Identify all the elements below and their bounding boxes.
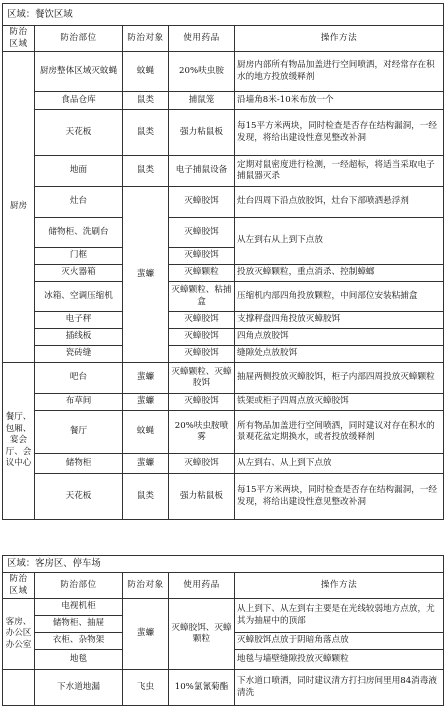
target-cell: 蚊蝇 [123,411,169,454]
part-cell: 天花板 [35,474,123,520]
method-cell: 灶台四周下沿点放胶饵，灶台下部喷洒悬浮剂 [235,187,444,218]
drug-cell: 灭蟑颗粒、灭蟑胶饵 [169,363,235,394]
target-cell: 蜚蠊 [123,187,169,363]
method-cell: 压缩机内部四角投放颗粒，中间部位安装粘捕盒 [235,282,444,312]
method-cell: 支撑秤盘四角投放灭蟑胶饵 [235,312,444,329]
drug-cell: 灭蟑颗粒 [169,265,235,282]
drug-cell: 灭蟑胶饵 [169,218,235,248]
method-cell: 投放灭蟑颗粒，重点消杀、控制蟑螂 [235,265,444,282]
drug-cell: 灭蟑胶饵 [169,346,235,363]
part-cell: 地面 [35,156,123,187]
zone-blank [3,670,35,706]
method-cell: 沿墙角8米-10米布放一个 [235,92,444,110]
method-cell: 从左到右从上到下点放 [235,218,444,265]
method-cell: 四角点放胶饵 [235,329,444,346]
header-area: 防治区域 [3,26,35,52]
header-drug: 使用药品 [169,573,235,599]
zone-dining: 餐厅、包厢、宴会厅、会议中心 [3,363,35,520]
target-cell: 蚊蝇 [123,52,169,92]
target-cell: 鼠类 [123,474,169,520]
zone-kitchen: 厨房 [3,52,35,363]
section-title: 区域：客房区、停车场 [3,556,444,573]
drug-cell: 电子捕鼠设备 [169,156,235,187]
part-cell: 储物柜 [35,454,123,474]
method-cell: 所有物品加盖进行空间喷洒，同时建议对存在积水的景观花盆定期换水，或者投放缓释剂 [235,411,444,454]
target-cell: 蜚蠊 [123,599,169,670]
drug-cell: 灭蟑胶饵 [169,187,235,218]
drug-cell: 强力粘鼠板 [169,110,235,156]
part-cell: 厨房整体区域灭蚊蝇 [35,52,123,92]
target-cell: 鼠类 [123,156,169,187]
part-cell: 电子秤 [35,312,123,329]
drug-cell: 灭蟑胶饵 [169,312,235,329]
method-cell: 缝隙处点放胶饵 [235,346,444,363]
part-cell: 天花板 [35,110,123,156]
target-cell: 鼠类 [123,110,169,156]
drug-cell: 10%氯氰菊酯 [169,670,235,706]
part-cell: 下水道地漏 [35,670,123,706]
target-cell: 飞虫 [123,670,169,706]
drug-cell: 灭蟑胶饵 [169,394,235,411]
method-cell: 定期对鼠密度进行检测，一经超标，将适当采取电子捕鼠器灭杀 [235,156,444,187]
section-title: 区域：餐饮区域 [3,4,444,26]
method-cell: 每15平方米两块，同时检查是否存在结构漏洞，一经发现，将给出建设性意见整改补洞 [235,110,444,156]
method-cell: 下水道口喷洒，同时建议清方打扫房间里用84消毒液清洗 [235,670,444,706]
drug-cell: 20%呋虫胺 [169,52,235,92]
part-cell: 插线板 [35,329,123,346]
header-drug: 使用药品 [169,26,235,52]
header-method: 操作方法 [235,573,444,599]
header-method: 操作方法 [235,26,444,52]
target-cell: 蜚蠊 [123,454,169,474]
header-part: 防治部位 [35,26,123,52]
section-table-dining [2,3,444,520]
section-table-rooms [2,555,444,706]
method-cell: 每15平方米两块，同时检查是否存在结构漏洞，一经发现，将给出建设性意见整改补洞 [235,474,444,520]
part-cell: 灭火器箱 [35,265,123,282]
target-cell: 蜚蠊 [123,363,169,394]
part-cell: 储物柜、洗刷台 [35,218,123,248]
part-cell: 地毯 [35,650,123,670]
drug-cell: 强力粘鼠板 [169,474,235,520]
method-cell: 从左到右、从上到下点放 [235,454,444,474]
part-cell: 灶台 [35,187,123,218]
method-cell: 从上到下、从左到右主要是在光线较弱地方点放，尤其为抽屉中的顶部 [235,599,444,633]
header-target: 防治对象 [123,573,169,599]
zone-office: 客房、办公区办公室 [3,599,35,670]
method-cell: 铁架或柜子四周点放灭蟑胶饵 [235,394,444,411]
part-cell: 布草间 [35,394,123,411]
drug-cell: 捕鼠笼 [169,92,235,110]
part-cell: 衣柜、杂物架 [35,633,123,650]
drug-cell: 20%呋虫胺喷雾 [169,411,235,454]
part-cell: 电视机柜 [35,599,123,616]
part-cell: 门框 [35,248,123,265]
part-cell: 吧台 [35,363,123,394]
drug-cell: 灭蟑胶饵 [169,248,235,265]
part-cell: 食品仓库 [35,92,123,110]
header-part: 防治部位 [35,573,123,599]
part-cell: 餐厅 [35,411,123,454]
method-cell: 抽屉两侧投放灭蟑胶饵，柜子内部四周投放灭蟑颗粒 [235,363,444,394]
drug-cell: 灭蟑胶饵 [169,454,235,474]
header-area: 防治区域 [3,573,35,599]
method-cell: 灭蟑胶饵点放于阴暗角落点放 [235,633,444,650]
drug-cell: 灭蟑胶饵 [169,329,235,346]
drug-cell: 灭蟑胶饵、灭蟑颗粒 [169,599,235,670]
part-cell: 瓷砖缝 [35,346,123,363]
part-cell: 冰箱、空调压缩机 [35,282,123,312]
target-cell: 蜚蠊 [123,394,169,411]
part-cell: 储物柜、抽屉 [35,616,123,633]
target-cell: 鼠类 [123,92,169,110]
drug-cell: 灭蟑颗粒、粘捕盒 [169,282,235,312]
header-target: 防治对象 [123,26,169,52]
method-cell: 厨房内部所有物品加盖进行空间喷洒，对经常存在积水的地方投放缓释剂 [235,52,444,92]
method-cell: 地毯与墙壁缝隙投放灭蟑颗粒 [235,650,444,670]
